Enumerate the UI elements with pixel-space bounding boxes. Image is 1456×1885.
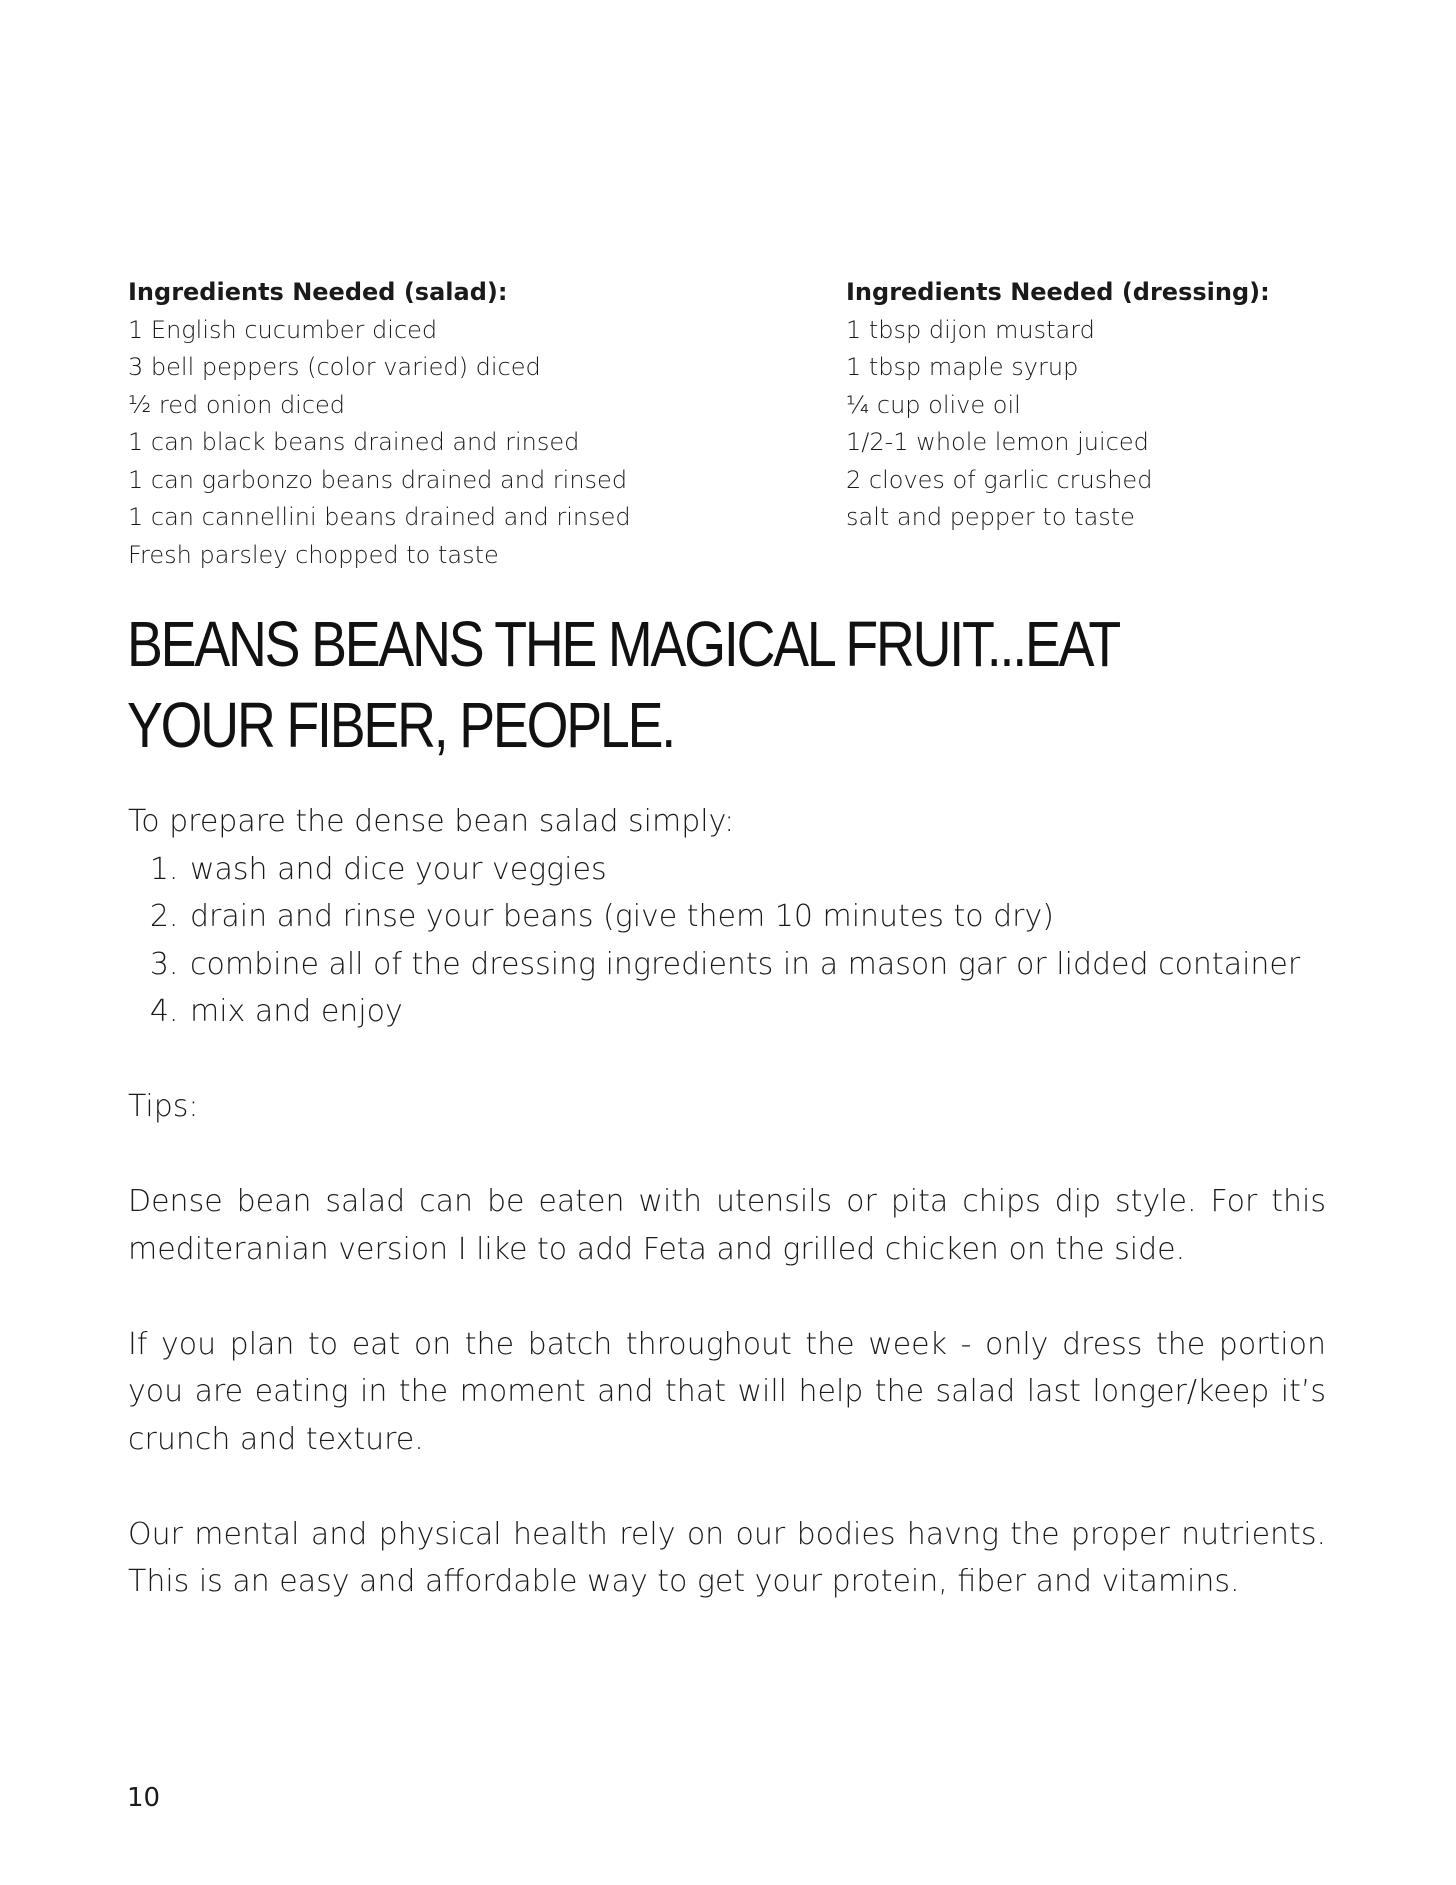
spacer <box>128 1131 1326 1179</box>
ingredient-item: 1 tbsp maple syrup <box>846 353 1079 381</box>
ingredient-item: 1 can garbonzo beans drained and rinsed <box>128 465 628 494</box>
recipe-body <box>128 798 1326 1606</box>
instruction-steps <box>128 846 1326 1036</box>
ingredient-item: Fresh parsley chopped to taste <box>128 540 499 569</box>
salad-ingredient-list <box>128 312 768 575</box>
ingredient-item: 2 cloves of garlic crushed <box>846 465 1153 494</box>
instruction-step: 4. mix and enjoy <box>188 988 1326 1036</box>
salad-ingredients-heading: Ingredients Needed (salad): <box>128 278 508 306</box>
ingredient-item: 1 can cannellini beans drained and rinsed <box>128 503 631 531</box>
page-number: 10 <box>127 1783 161 1813</box>
ingredient-item: 3 bell peppers (color varied) diced <box>128 353 541 381</box>
ingredient-item: salt and pepper to taste <box>846 503 1135 531</box>
ingredient-item: ½ red onion diced <box>128 390 346 419</box>
tips-paragraph: Dense bean salad can be eaten with utensils or pita chips dip style. For this mediteranian version I like to add Feta and grilled chicken on the side. <box>128 1184 1326 1267</box>
dressing-ingredients <box>846 274 1406 537</box>
page-headline: BEANS BEANS THE MAGICAL FRUIT...EAT YOUR FIBER, PEOPLE. <box>127 608 1119 761</box>
ingredient-item: 1/2-1 whole lemon juiced <box>846 428 1149 456</box>
tips-paragraph: Our mental and physical health rely on our bodies havng the proper nutrients. This is an easy and affordable way to get your protein, fiber and vitamins. <box>128 1516 1326 1599</box>
spacer <box>128 1273 1326 1321</box>
ingredient-item: ¼ cup olive oil <box>846 390 1021 419</box>
instructions-intro: To prepare the dense bean salad simply: <box>128 804 735 839</box>
ingredient-item: 1 tbsp dijon mustard <box>846 315 1095 344</box>
dressing-ingredient-list <box>846 312 1406 537</box>
salad-ingredients <box>128 274 768 574</box>
tips-label: Tips: <box>128 1089 199 1124</box>
instruction-step: 3. combine all of the dressing ingredients in a mason gar or lidded container <box>188 941 1326 989</box>
tips-paragraph: If you plan to eat on the batch throughout the week - only dress the portion you are eating in the moment and that will help the salad last longer/keep it’s crunch and texture. <box>128 1326 1326 1457</box>
ingredient-item: 1 can black beans drained and rinsed <box>128 428 580 456</box>
ingredient-item: 1 English cucumber diced <box>128 315 438 344</box>
spacer <box>128 1463 1326 1511</box>
instruction-step: 1. wash and dice your veggies <box>188 846 1326 894</box>
instruction-step: 2. drain and rinse your beans (give them 10 minutes to dry) <box>188 893 1326 941</box>
spacer <box>128 1036 1326 1084</box>
dressing-ingredients-heading: Ingredients Needed (dressing): <box>846 278 1270 306</box>
